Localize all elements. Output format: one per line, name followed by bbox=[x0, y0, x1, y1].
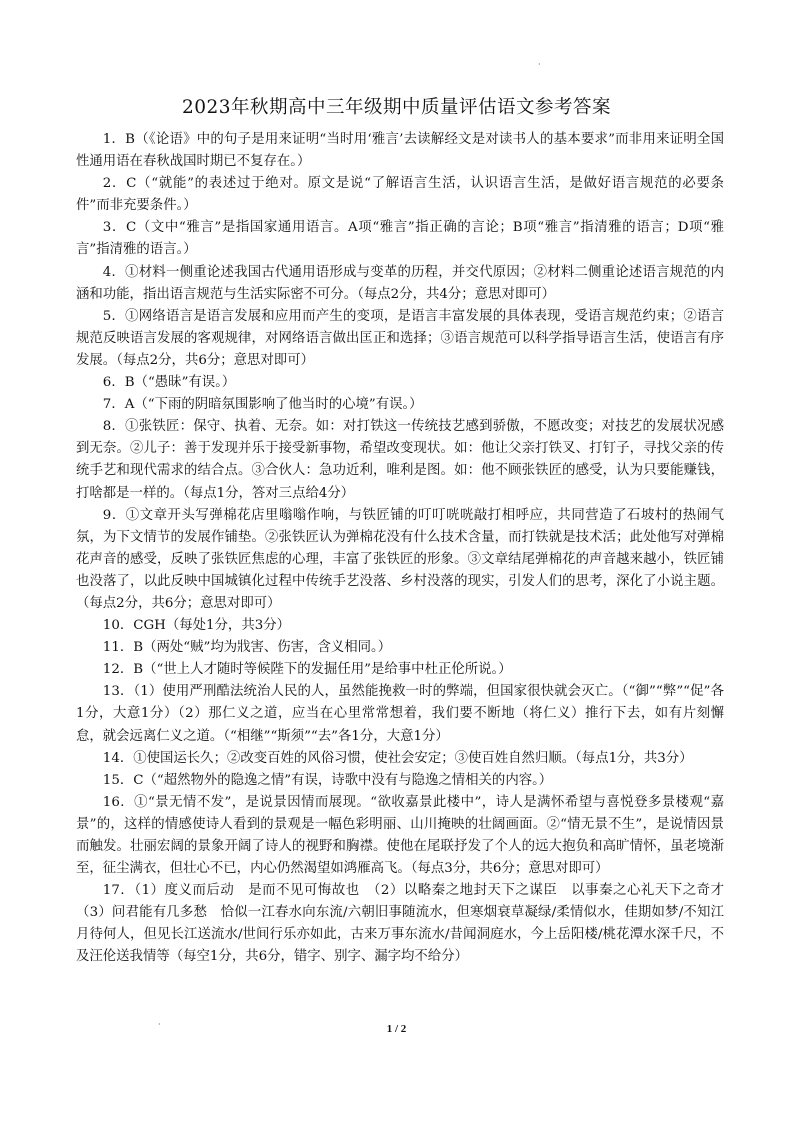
answer-8: 8．①张铁匠：保守、执着、无奈。如：对打铁这一传统技艺感到骄傲，不愿改变；对技艺的发展状况感到无奈。②儿子：善于发现并乐于接受新事物，希望改变现状。如：他让父亲打铁叉、打钉子，寻找父亲的传统手艺和现代需求的结合点。③合伙人：急功近利，唯利是图。如：他不顾张铁匠的感受，认为只要能赚钱，打啥都是一样的。（每点1分，答对三点给4分） bbox=[76, 419, 724, 501]
answer-3: 3．C（文中“雅言”是指国家通用语言。A项“雅言”指正确的言论；B项“雅言”指清雅的语言；D项“雅言”指清雅的语言。） bbox=[76, 220, 724, 258]
answer-1: 1．B（《论语》中的句子是用来证明“当时用‘雅言’去读解经文是对读书人的基本要求”而非用来证明全国性通用语在春秋战国时期已不复存在。） bbox=[76, 132, 724, 170]
answer-6: 6．B（“愚昧”有误。） bbox=[102, 375, 236, 391]
answer-14: 14．①使国运长久；②改变百姓的风俗习惯，使社会安定；③使百姓自然归顺。（每点1分，共3分） bbox=[102, 750, 693, 766]
answer-5: 5．①网络语言是语言发展和应用而产生的变项，是语言丰富发展的具体表现，受语言规范约束；②语言规范反映语言发展的客观规律，对网络语言做出匡正和选择；③语言规范可以科学指导语言生活，使语言有序发展。（每点2分，共6分；意思对即可） bbox=[76, 308, 724, 368]
answer-12: 12．B（“世上人才随时等候陛下的发掘任用”是给事中杜正伦所说。） bbox=[102, 662, 512, 678]
scan-speck: · bbox=[158, 1020, 161, 1029]
answer-7: 7．A（“下雨的阴暗氛围影响了他当时的心境”有误。） bbox=[102, 397, 423, 413]
page-title: 2023年秋期高中三年级期中质量评估语文参考答案 bbox=[181, 97, 612, 118]
page-number: 1 / 2 bbox=[386, 1023, 407, 1035]
answer-16: 16．①“景无情不发”，是说景因情而展现。“欲收嘉景此楼中”，诗人是满怀希望与喜悦登多景楼观“嘉景”的，这样的情感使诗人看到的景观是一幅色彩明丽、山川掩映的壮阔画面。②“情无景不生”，是说情因景而触发。壮丽宏阔的景象开阔了诗人的视野和胸襟。使他在尾联抒发了个人的远大抱负和高旷情怀，虽老境渐至，征尘满衣，但壮心不已，内心仍然渴望如鸿雁高飞。（每点3分，共6分；意思对即可） bbox=[76, 794, 724, 877]
answer-15: 15．C（“超然物外的隐逸之情”有误，诗歌中没有与隐逸之情相关的内容。） bbox=[102, 772, 553, 788]
scan-speck: · bbox=[538, 60, 541, 69]
answer-2: 2．C（“就能”的表述过于绝对。原文是说“了解语言生活，认识语言生活，是做好语言规范的必要条件”而非充要条件。） bbox=[76, 176, 724, 214]
answer-4: 4．①材料一侧重论述我国古代通用语形成与变革的历程，并交代原因；②材料二侧重论述语言规范的内涵和功能，指出语言规范与生活实际密不可分。（每点2分，共4分；意思对即可） bbox=[76, 264, 724, 302]
answer-list bbox=[76, 129, 738, 969]
answer-13: 13．（1）使用严刑酷法统治人民的人，虽然能挽救一时的弊端，但国家很快就会灭亡。（“御”“弊”“促”各1分，大意1分）（2）那仁义之道，应当在心里常常想着，我们要不断地（将仁义）推行下去，如有片刻懈怠，就会远离仁义之道。（“相继”“斯须”“去”各1分，大意1分） bbox=[76, 684, 724, 744]
answer-11: 11．B（两处“贼”均为戕害、伤害，含义相同。） bbox=[102, 640, 392, 656]
answer-10: 10．CGH（每处1分，共3分） bbox=[102, 618, 291, 634]
answer-17: 17．（1）度义而后动 是而不见可悔故也 （2）以略秦之地封天下之谋臣 以事秦之心礼天下之奇才 （3）问君能有几多愁 恰似一江春水向东流/六朝旧事随流水，但寒烟衰草凝绿/柔情似水，佳期如梦/不知江月待何人，但见长江送流水/世间行乐亦如此，古来万事东流水/昔闻洞庭水，今上岳阳楼/桃花潭水深千尺，不及汪伦送我情等（每空1分，共6分，错字、别字、漏字均不给分） bbox=[76, 883, 738, 965]
answer-9: 9．①文章开头写弹棉花店里嗡嗡作响，与铁匠铺的叮叮咣咣敲打相呼应，共同营造了石坡村的热闹气氛，为下文情节的发展作铺垫。②张铁匠认为弹棉花没有什么技术含量，而打铁就是技术活；此处他写对弹棉花声音的感受，反映了张铁匠焦虑的心理，丰富了张铁匠的形象。③文章结尾弹棉花的声音越来越小，铁匠铺也没落了，以此反映中国城镇化过程中传统手艺没落、乡村没落的现实，引发人们的思考，深化了小说主题。（每点2分，共6分；意思对即可） bbox=[76, 507, 724, 611]
